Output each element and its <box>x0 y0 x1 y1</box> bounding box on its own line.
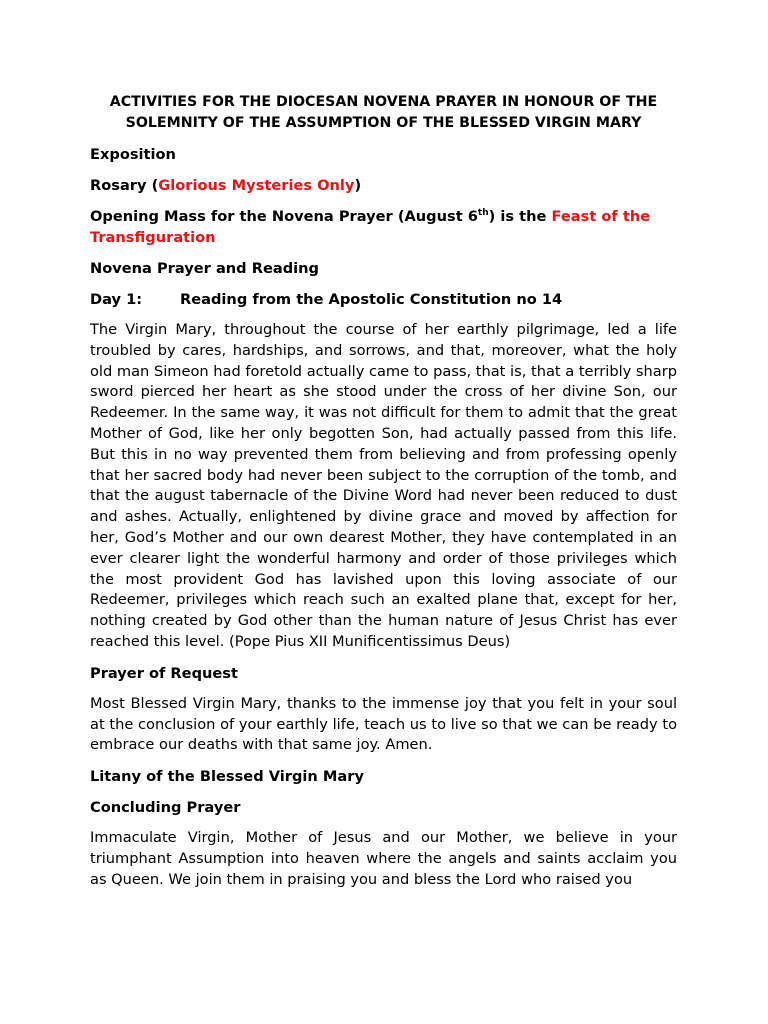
day-heading <box>90 289 677 310</box>
exposition-heading: Exposition <box>90 146 176 163</box>
opening-mass-highlight: Feast of the Transfiguration <box>90 208 651 246</box>
concluding-prayer-heading: Concluding Prayer <box>90 799 241 817</box>
concluding-prayer-paragraph: Immaculate Virgin, Mother of Jesus and our Mother, we believe in your triumphant Assumption into heaven where the angels and saints acclaim you as Queen. We join them in praising you and bless the Lord who raised you <box>90 829 677 888</box>
opening-mass-heading <box>90 206 677 248</box>
reading-paragraph: The Virgin Mary, throughout the course of her earthly pilgrimage, led a life troubled by cares, hardships, and sorrows, and that, moreover, what the holy old man Simeon had foretold actually came to pass, that is, that a terribly sharp sword pierced her heart as she stood under the cross of her divine Son, our Redeemer. In the same way, it was not difficult for them to admit that the great Mother of God, like her only begotten Son, had actually passed from this life. But this in no way prevented them from believing and from professing openly that her sacred body had never been subject to the corruption of the tomb, and that the august tabernacle of the Divine Word had never been reduced to dust and ashes. Actually, enlightened by divine grace and moved by affection for her, God’s Mother and our own dearest Mother, they have contemplated in an ever clearer light the wonderful harmony and order of those privileges which the most provident God has lavished upon this loving associate of our Redeemer, privileges which reach such an exalted plane that, except for her, nothing created by God other than the human nature of Jesus Christ has ever reached this level. (Pope Pius XII Munificentissimus Deus) <box>90 321 677 650</box>
rosary-highlight: Glorious Mysteries Only <box>158 177 355 194</box>
novena-heading: Novena Prayer and Reading <box>90 260 319 277</box>
day-reading-title: Reading from the Apostolic Constitution no 14 <box>180 291 563 308</box>
opening-mass-superscript: th <box>477 208 489 218</box>
rosary-prefix: Rosary ( <box>90 177 159 194</box>
rosary-heading <box>90 175 677 196</box>
prayer-request-heading: Prayer of Request <box>90 664 238 682</box>
rosary-suffix: ) <box>354 177 362 194</box>
document-body <box>90 92 677 901</box>
opening-mass-middle: ) is the <box>488 208 552 225</box>
document-title: ACTIVITIES FOR THE DIOCESAN NOVENA PRAYER IN HONOUR OF THE SOLEMNITY OF THE ASSUMPTION OF THE BLESSED VIRGIN MARY <box>109 94 658 131</box>
litany-heading: Litany of the Blessed Virgin Mary <box>90 768 364 786</box>
prayer-request-paragraph: Most Blessed Virgin Mary, thanks to the immense joy that you felt in your soul at the conclusion of your earthly life, teach us to live so that we can be ready to embrace our deaths with that same joy. Amen. <box>90 694 677 754</box>
opening-mass-prefix: Opening Mass for the Novena Prayer (August 6 <box>90 208 478 225</box>
day-label: Day 1: <box>90 291 143 308</box>
